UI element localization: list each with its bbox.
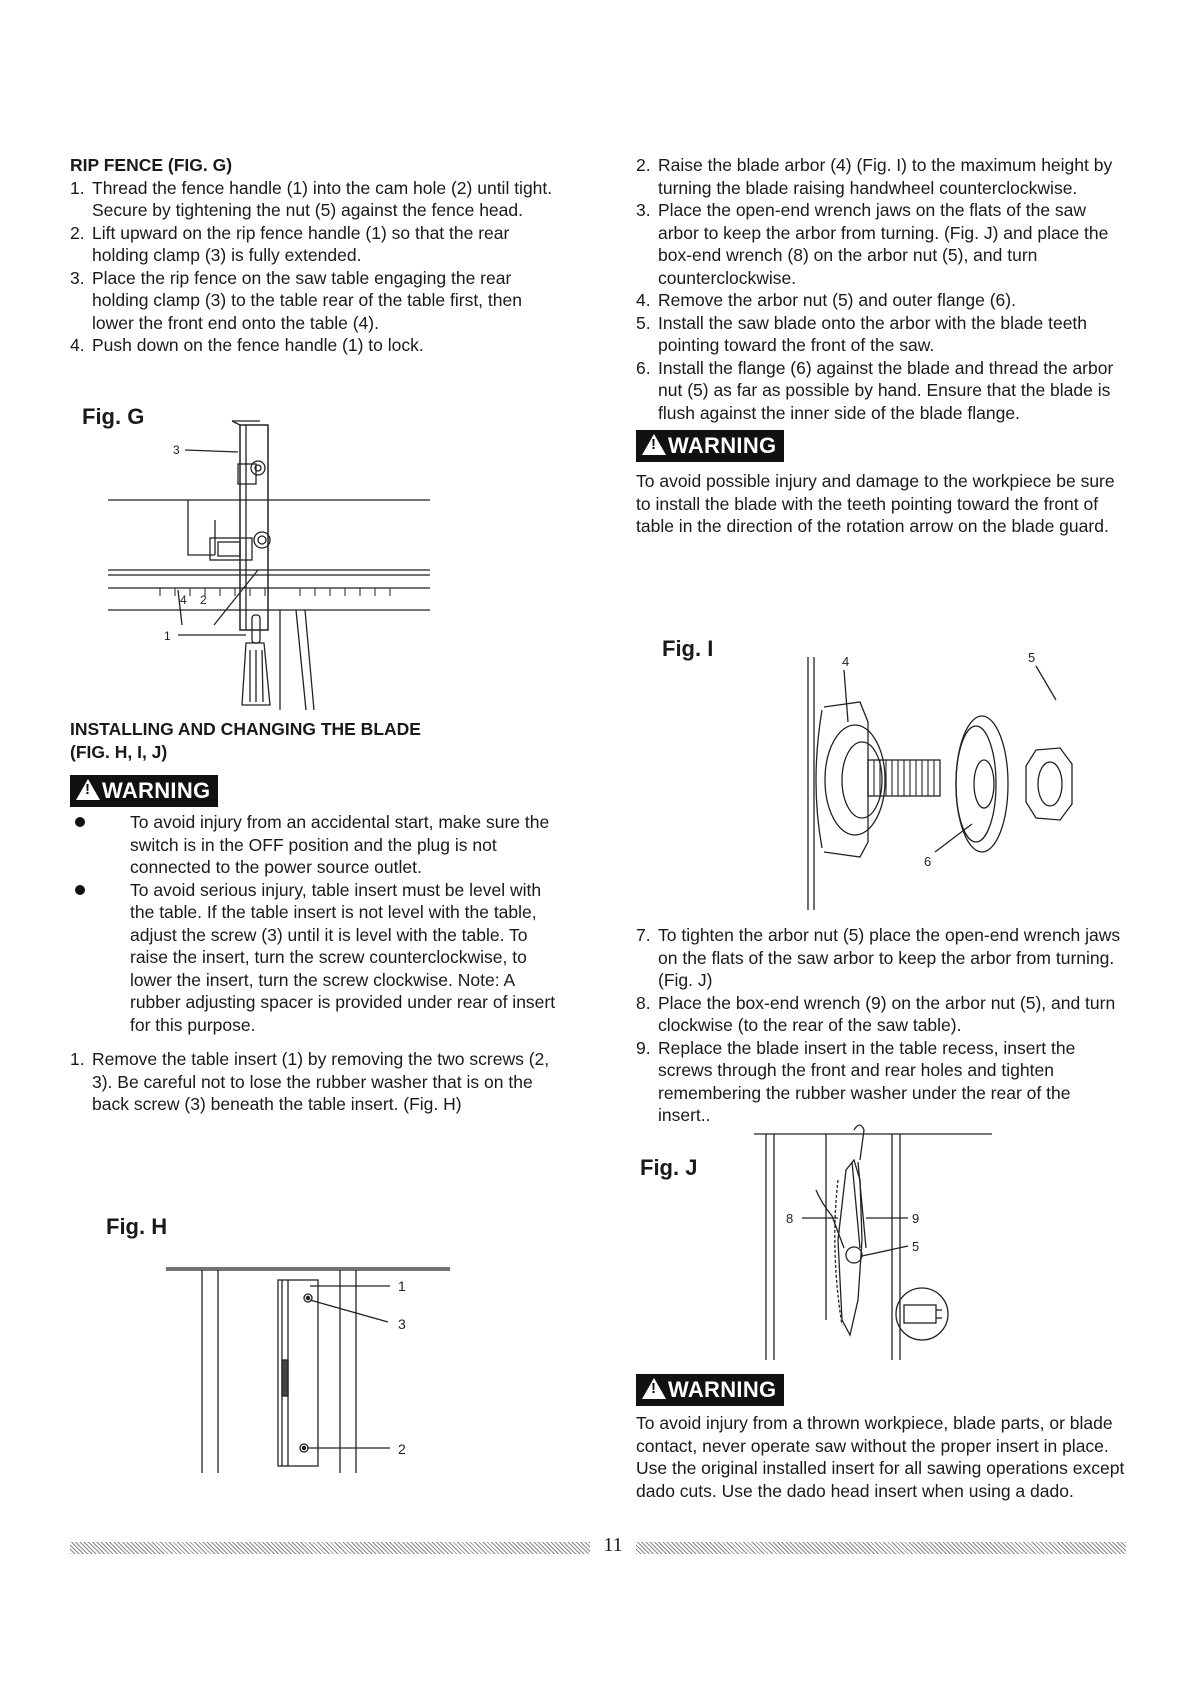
list-item: 8. Place the box-end wrench (9) on the arbor nut (5), and turn clockwise (to the rear of the saw table). <box>636 992 1116 1035</box>
fig-h-callout-2: 2 <box>398 1441 406 1457</box>
blade-steps <box>70 1048 565 1116</box>
page-footer <box>70 1534 1126 1558</box>
blade-steps-continued <box>636 154 1126 424</box>
list-item: 3. Place the rip fence on the saw table engaging the rear holding clamp (3) to the table rear of the table first, then lower the front end onto the table (4). <box>70 267 522 333</box>
fig-g-callout-3: 3 <box>173 443 180 457</box>
right-column-final-warning <box>636 1374 1126 1502</box>
blade-warning-bullets <box>70 811 565 1036</box>
fig-g-drawing <box>100 420 440 725</box>
page-number: 11 <box>603 1534 623 1556</box>
fig-j-callout-9: 9 <box>912 1211 920 1226</box>
fig-g-callout-2: 2 <box>200 593 207 607</box>
rip-fence-steps <box>70 177 565 357</box>
list-item: 5. Install the saw blade onto the arbor with the blade teeth pointing toward the front of the saw. <box>636 312 1088 355</box>
list-item: 9. Replace the blade insert in the table recess, insert the screws through the front and rear holes and tighten remembering the rubber washer under the rear of the insert.. <box>636 1037 1076 1125</box>
warning-badge: !WARNING <box>70 775 218 807</box>
fig-j-callout-8: 8 <box>786 1211 794 1226</box>
list-item: To avoid serious injury, table insert must be level with the table. If the table insert is not level with the table, adjust the screw (3) until it is level with the table. To raise the insert, turn the screw counterclockwise, to lower the insert, turn the screw clockwise. Note: A rubber adjusting spacer is provided under rear of insert for this purpose. <box>70 879 565 1037</box>
warning-text-teeth: To avoid possible injury and damage to the workpiece be sure to install the blade with the teeth pointing toward the front of table in the direction of the rotation arrow on the blade guard. <box>636 471 1115 536</box>
fig-i-callout-4: 4 <box>842 654 850 669</box>
warning-badge: !WARNING <box>636 1374 784 1406</box>
blade-steps-final <box>636 924 1126 1127</box>
blade-section <box>70 718 565 1116</box>
right-column <box>636 154 1126 538</box>
list-item: 1. Thread the fence handle (1) into the cam hole (2) until tight. Secure by tightening the nut (5) against the fence head. <box>70 177 553 220</box>
fig-i-drawing <box>800 652 1120 914</box>
left-column <box>70 154 565 357</box>
fig-g-callout-1: 1 <box>164 629 171 643</box>
fig-j-callout-5: 5 <box>912 1239 920 1254</box>
fig-j-label: Fig. J <box>640 1155 698 1180</box>
fig-h-label: Fig. H <box>106 1214 168 1239</box>
warning-icon <box>642 1378 666 1399</box>
list-item: 2. Raise the blade arbor (4) (Fig. I) to the maximum height by turning the blade raising handwheel counterclockwise. <box>636 155 1113 198</box>
footer-rule-left <box>70 1542 590 1554</box>
warning-text-insert: To avoid injury from a thrown workpiece, blade parts, or blade contact, never operate saw without the proper insert in place. Use the original installed insert for all sawing operations except dado cuts. Use the dado head insert when using a dado. <box>636 1413 1125 1501</box>
warning-badge: !WARNING <box>636 430 784 462</box>
rip-fence-heading: RIP FENCE (FIG. G) <box>70 155 233 175</box>
list-item: 4. Remove the arbor nut (5) and outer flange (6). <box>636 290 1016 310</box>
warning-icon <box>642 434 666 455</box>
warning-icon <box>76 779 100 800</box>
list-item: To avoid injury from an accidental start, make sure the switch is in the OFF position and the plug is not connected to the power source outlet. <box>70 811 565 879</box>
footer-rule-right <box>636 1542 1126 1554</box>
list-item: 1. Remove the table insert (1) by removing the two screws (2, 3). Be careful not to lose the rubber washer that is on the back screw (3) beneath the table insert. (Fig. H) <box>70 1049 550 1114</box>
fig-h-callout-1: 1 <box>398 1278 406 1294</box>
fig-h-drawing <box>160 1258 460 1480</box>
blade-heading: INSTALLING AND CHANGING THE BLADE <box>70 719 421 739</box>
fig-i-callout-5: 5 <box>1028 652 1036 665</box>
list-item: 3. Place the open-end wrench jaws on the flats of the saw arbor to keep the arbor from turning. (Fig. J) and place the box-end wrench (8) on the arbor nut (5), and turn counterclockwise. <box>636 200 1109 288</box>
fig-i-label: Fig. I <box>662 636 714 661</box>
list-item: 2. Lift upward on the rip fence handle (1) so that the rear holding clamp (3) is fully extended. <box>70 222 510 265</box>
list-item: 6. Install the flange (6) against the blade and thread the arbor nut (5) as far as possible by hand. Ensure that the blade is flush against the inner side of the blade flange. <box>636 357 1114 423</box>
list-item: 4. Push down on the fence handle (1) to lock. <box>70 335 424 355</box>
fig-j-drawing <box>742 1120 1002 1366</box>
fig-g-callout-4: 4 <box>180 593 187 607</box>
fig-g-label: Fig. G <box>82 404 145 429</box>
fig-i-callout-6: 6 <box>924 854 932 869</box>
blade-heading-figs: (FIG. H, I, J) <box>70 741 168 762</box>
right-column-lower <box>636 924 1126 1127</box>
fig-h-callout-3: 3 <box>398 1316 406 1332</box>
list-item: 7. To tighten the arbor nut (5) place the open-end wrench jaws on the flats of the saw arbor to keep the arbor from turning. (Fig. J) <box>636 925 1121 990</box>
